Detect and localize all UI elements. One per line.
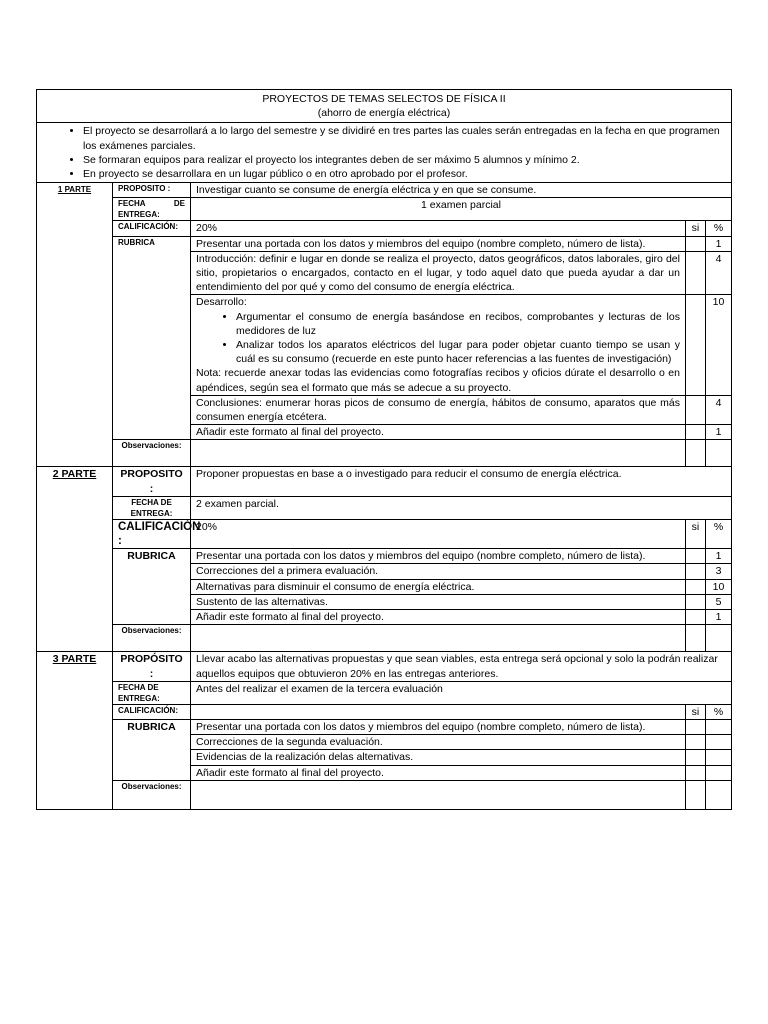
part1-obs-row (37, 440, 732, 467)
part3-rubrica-label: RUBRICA (113, 719, 191, 780)
desarrollo-note: Nota: recuerde anexar todas las evidencias como fotografías recibos y oficios dúrate el desarrollo o en apéndices, según sea el formato que más se adecue a su proyecto. (196, 367, 680, 394)
part1-pts-cell (705, 440, 731, 467)
part1-fecha-label-b: DE (173, 199, 185, 209)
part1-fecha-label (113, 198, 191, 221)
desarrollo-item: • Analizar todos los aparatos eléctricos del lugar para poder objetar cuanto tiempo se usan y cuál es su consumo (recuerde en este punto hacer referencias a las fuentes de investigación) (236, 338, 680, 366)
part2-si-cell (685, 594, 705, 609)
part2-rubrica-item: Correcciones del a primera evaluación. (191, 564, 686, 579)
part1-obs-label: Observaciones: (113, 440, 191, 467)
part2-calif-label (113, 519, 201, 548)
part3-obs-row (37, 780, 732, 809)
part2-points: 1 (705, 549, 731, 564)
part2-calif-row (37, 519, 732, 548)
intro-cell (37, 123, 732, 183)
part1-fecha: 1 examen parcial (191, 198, 732, 221)
part1-calif-row (37, 221, 732, 236)
part1-proposito-row (37, 183, 732, 198)
part1-proposito: Investigar cuanto se consume de energía eléctrica y en que se consume. (191, 183, 732, 198)
part2-rubrica-item: Alternativas para disminuir el consumo de energía eléctrica. (191, 579, 686, 594)
project-table (36, 89, 732, 810)
desarrollo-list (196, 310, 680, 367)
part2-rubrica-item: Presentar una portada con los datos y miembros del equipo (nombre completo, número de lista). (191, 549, 686, 564)
part2-obs-label: Observaciones: (113, 625, 191, 652)
part1-pct-header: % (705, 221, 731, 236)
part2-fecha-label (113, 496, 191, 519)
part3-rubrica-item: Añadir este formato al final del proyecto. (191, 765, 686, 780)
part1-si-cell (685, 440, 705, 467)
part2-points: 1 (705, 610, 731, 625)
part2-si-header: si (685, 519, 705, 548)
part1-rubrica-label: RUBRICA (113, 236, 191, 440)
part1-rubrica-item: Conclusiones: enumerar horas picos de consumo de energía, hábitos de consumo, aparatos que más consumen energía etcétera. (191, 395, 686, 424)
part1-rubrica-item: Presentar una portada con los datos y miembros del equipo (nombre completo, número de lista). (191, 236, 686, 251)
part2-fecha: 2 examen parcial. (191, 496, 732, 519)
part3-points (705, 765, 731, 780)
part2-rubrica-item: Añadir este formato al final del proyecto. (191, 610, 686, 625)
part3-si-cell (685, 765, 705, 780)
part1-label: 1 PARTE (37, 183, 113, 467)
part2-obs-field (191, 625, 686, 652)
part3-obs-label: Observaciones: (113, 780, 191, 809)
part3-rubrica-row (37, 719, 732, 734)
part3-calif-label: CALIFICACIÓN: (113, 704, 191, 719)
part3-si-cell (685, 780, 705, 809)
desarrollo-item: • Argumentar el consumo de energía basándose en recibos, comprobantes y lecturas de los medidores de luz (236, 310, 680, 338)
part2-fecha-row (37, 496, 732, 519)
intro-item: • En proyecto se desarrollara en un lugar público o en otro aprobado por el profesor. (83, 167, 731, 181)
intro-item: • El proyecto se desarrollará a lo largo del semestre y se dividiré en tres partes las cuales serán entregadas en la fecha en que programen los exámenes parciales. (83, 124, 731, 152)
part1-fecha-label-a: FECHA (118, 199, 146, 209)
part2-points: 5 (705, 594, 731, 609)
part1-rubrica-item: Añadir este formato al final del proyecto. (191, 425, 686, 440)
part3-rubrica-item: Evidencias de la realización delas alternativas. (191, 750, 686, 765)
part3-fecha-row (37, 681, 732, 704)
part3-proposito-row (37, 652, 732, 681)
part2-fecha-label-a: FECHA DE (131, 497, 172, 507)
part2-si-cell (685, 579, 705, 594)
part3-proposito-label: PROPÓSITO : (113, 652, 191, 681)
part3-pct-header: % (705, 704, 731, 719)
part1-rubrica-item: Introducción: definir e lugar en donde se realiza el proyecto, datos geográficos, datos laborales, giro del sitio, propietarios o encargados, contacto en el lugar, y todo aquel dato que pueda ayudar a dar un entendimiento del por qué y como del consumo de energía eléctrica. (191, 251, 686, 295)
part3-points (705, 750, 731, 765)
part2-calif-label-b: : (118, 535, 122, 548)
part1-points: 1 (705, 425, 731, 440)
part1-rubrica-row (37, 236, 732, 251)
part2-calif-label-a: CALIFICACIÓN (118, 520, 201, 533)
part1-si-header: si (685, 221, 705, 236)
part1-desarrollo (191, 295, 686, 395)
part2-rubrica-item: Sustento de las alternativas. (191, 594, 686, 609)
part3-calif (191, 704, 686, 719)
part2-proposito-label: PROPOSITO : (113, 467, 191, 496)
part3-points (705, 735, 731, 750)
part3-proposito: Llevar acabo las alternativas propuestas y que sean viables, esta entrega será opcional y solo la podrán realizar aquellos equipos que obtuvieron 20% en las entregas anteriores. (191, 652, 732, 681)
part3-si-header: si (685, 704, 705, 719)
intro-row (37, 123, 732, 183)
part3-points (705, 719, 731, 734)
part2-fecha-label-b: ENTREGA: (130, 508, 173, 518)
part1-si-cell (685, 236, 705, 251)
intro-list (37, 124, 731, 181)
part1-points: 4 (705, 395, 731, 424)
part2-calif: 20% (191, 519, 686, 548)
part3-fecha: Antes del realizar el examen de la tercera evaluación (191, 681, 732, 704)
part3-rubrica-item: Correcciones de la segunda evaluación. (191, 735, 686, 750)
part1-points: 10 (705, 295, 731, 395)
title-cell (37, 90, 732, 123)
part2-proposito: Proponer propuestas en base a o investigado para reducir el consumo de energía eléctrica. (191, 467, 732, 496)
part3-si-cell (685, 735, 705, 750)
part3-obs-field (191, 780, 686, 809)
part2-si-cell (685, 564, 705, 579)
part2-pct-header: % (705, 519, 731, 548)
title-row (37, 90, 732, 123)
part2-points: 3 (705, 564, 731, 579)
part3-rubrica-item: Presentar una portada con los datos y miembros del equipo (nombre completo, número de lista). (191, 719, 686, 734)
part1-points: 4 (705, 251, 731, 295)
part2-rubrica-label: RUBRICA (113, 549, 191, 625)
project-sheet (36, 89, 732, 810)
part1-proposito-label: PROPOSITO : (113, 183, 191, 198)
part1-si-cell (685, 395, 705, 424)
part1-calif-label: CALIFICACIÓN: (113, 221, 191, 236)
part1-si-cell (685, 425, 705, 440)
part3-pts-cell (705, 780, 731, 809)
part3-label: 3 PARTE (37, 652, 113, 809)
page-subtitle: (ahorro de energía eléctrica) (317, 107, 451, 120)
part3-si-cell (685, 750, 705, 765)
part2-label: 2 PARTE (37, 467, 113, 652)
page-title: PROYECTOS DE TEMAS SELECTOS DE FÍSICA II (262, 93, 506, 105)
desarrollo-title: Desarrollo: (196, 296, 247, 309)
part1-calif: 20% (191, 221, 686, 236)
part1-fecha-label-c: ENTREGA: (118, 210, 160, 220)
part2-points: 10 (705, 579, 731, 594)
part1-si-cell (685, 251, 705, 295)
intro-item: • Se formaran equipos para realizar el proyecto los integrantes deben de ser máximo 5 alumnos y mínimo 2. (83, 153, 731, 167)
part2-obs-row (37, 625, 732, 652)
part3-si-cell (685, 719, 705, 734)
part2-proposito-row (37, 467, 732, 496)
part2-pts-cell (705, 625, 731, 652)
part2-rubrica-row (37, 549, 732, 564)
part1-obs-field (191, 440, 686, 467)
part2-si-cell (685, 610, 705, 625)
part1-points: 1 (705, 236, 731, 251)
part1-si-cell (685, 295, 705, 395)
part3-calif-row (37, 704, 732, 719)
part1-fecha-row (37, 198, 732, 221)
part2-si-cell (685, 549, 705, 564)
part2-si-cell (685, 625, 705, 652)
part3-fecha-label: FECHA DE ENTREGA: (113, 681, 191, 704)
